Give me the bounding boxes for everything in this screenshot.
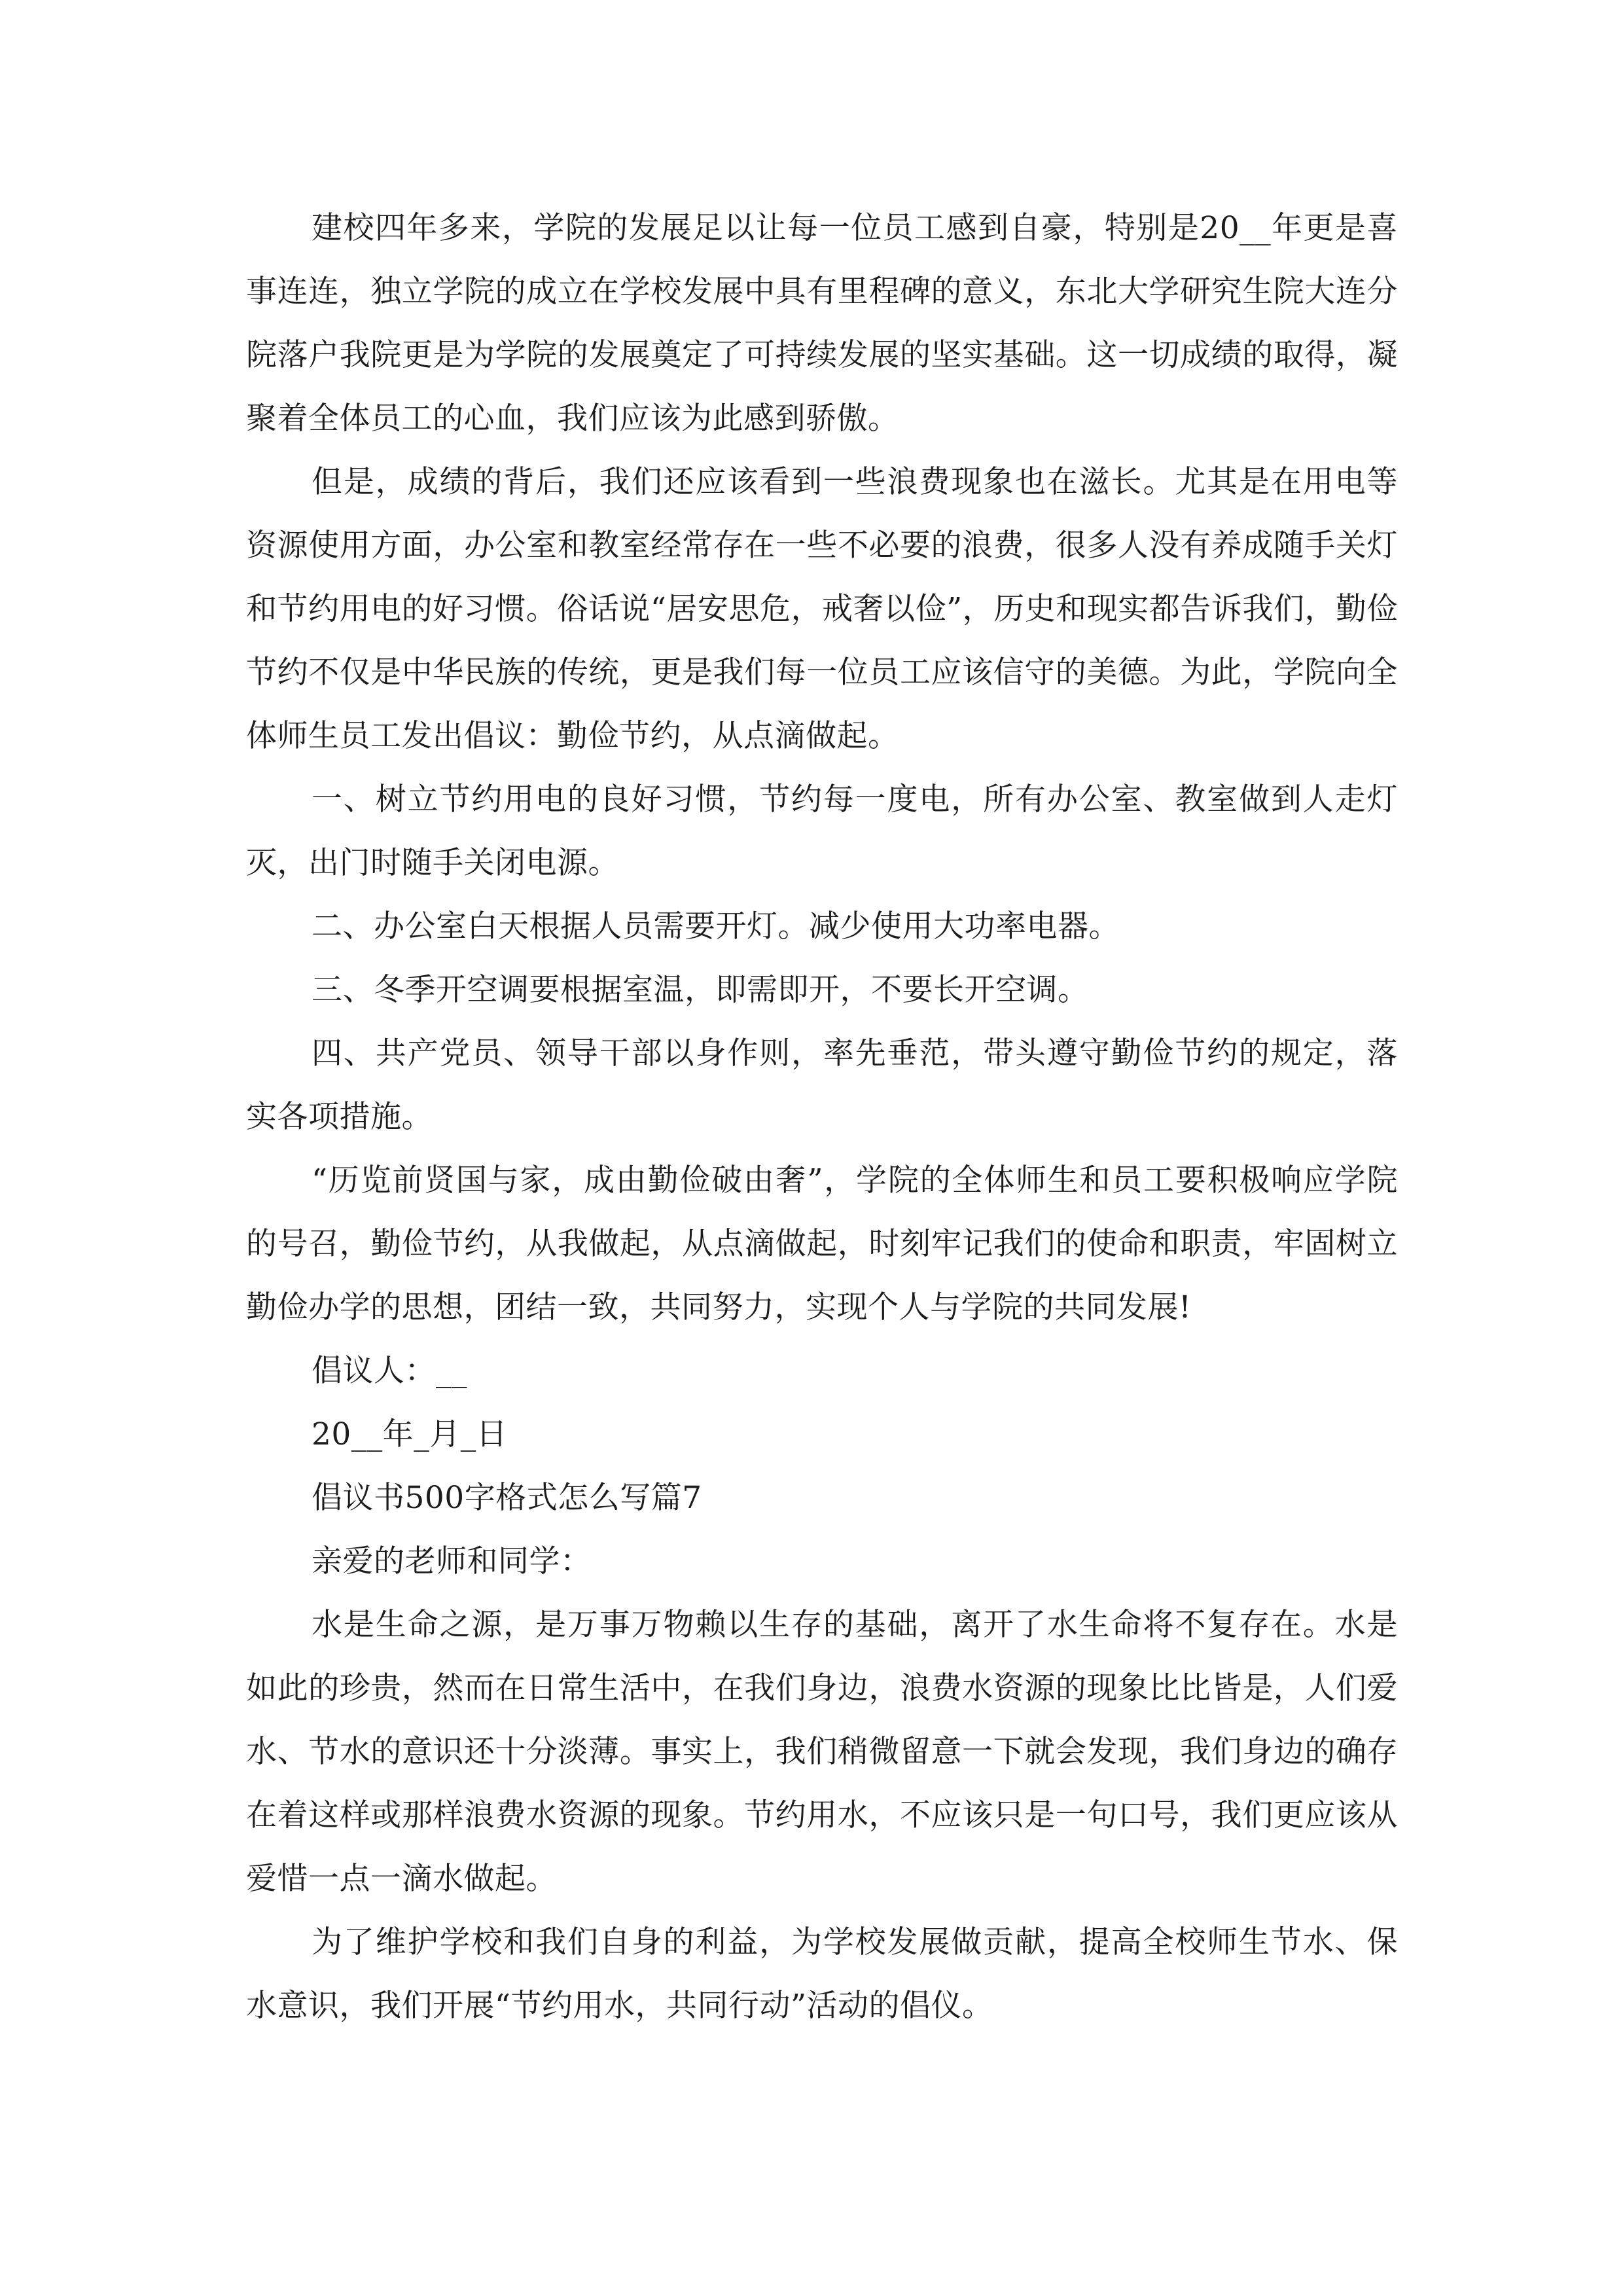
- date-line: 20__年_月_日: [312, 1416, 508, 1452]
- paragraph-water: 水是生命之源，是万事万物赖以生存的基础，离开了水生命将不复存在。水是如此的珍贵，然而在日常生活中，在我们身边，浪费水资源的现象比比皆是，人们爱水、节水的意识还十分淡薄。事实上，我们稍微留意一下就会发现，我们身边的确存在着这样或那样浪费水资源的现象。节约用水，不应该只是一句口号，我们更应该从爱惜一点一滴水做起。: [246, 1607, 1398, 1897]
- signature-line: 倡议人：__: [312, 1353, 467, 1389]
- document-body: [246, 196, 1398, 2037]
- salutation: 亲爱的老师和同学：: [312, 1543, 592, 1579]
- paragraph-item-1: 一、树立节约用电的良好习惯，节约每一度电，所有办公室、教室做到人走灯灭，出门时随手关闭电源。: [246, 781, 1398, 881]
- paragraph-item-3: 三、冬季开空调要根据室温，即需即开，不要长开空调。: [312, 972, 1089, 1008]
- paragraph-closing: “历览前贤国与家，成由勤俭破由奢”，学院的全体师生和员工要积极响应学院的号召，勤俭节约，从我做起，从点滴做起，时刻牢记我们的使命和职责，牢固树立勤俭办学的思想，团结一致，共同努力，实现个人与学院的共同发展!: [246, 1162, 1398, 1325]
- paragraph-waste: 但是，成绩的背后，我们还应该看到一些浪费现象也在滋长。尤其是在用电等资源使用方面，办公室和教室经常存在一些不必要的浪费，很多人没有养成随手关灯和节约用电的好习惯。俗话说“居安思危，戒奢以俭”，历史和现实都告诉我们，勤俭节约不仅是中华民族的传统，更是我们每一位员工应该信守的美德。为此，学院向全体师生员工发出倡议：勤俭节约，从点滴做起。: [246, 464, 1398, 754]
- paragraph-intro: 建校四年多来，学院的发展足以让每一位员工感到自豪，特别是20__年更是喜事连连，独立学院的成立在学校发展中具有里程碑的意义，东北大学研究生院大连分院落户我院更是为学院的发展奠定了可持续发展的坚实基础。这一切成绩的取得，凝聚着全体员工的心血，我们应该为此感到骄傲。: [246, 210, 1398, 437]
- section-title: 倡议书500字格式怎么写篇7: [312, 1480, 702, 1516]
- paragraph-item-4: 四、共产党员、领导干部以身作则，率先垂范，带头遵守勤俭节约的规定，落实各项措施。: [246, 1035, 1398, 1135]
- paragraph-initiative: 为了维护学校和我们自身的利益，为学校发展做贡献，提高全校师生节水、保水意识，我们开展“节约用水，共同行动”活动的倡仪。: [246, 1924, 1398, 2024]
- paragraph-item-2: 二、办公室白天根据人员需要开灯。减少使用大功率电器。: [312, 908, 1120, 944]
